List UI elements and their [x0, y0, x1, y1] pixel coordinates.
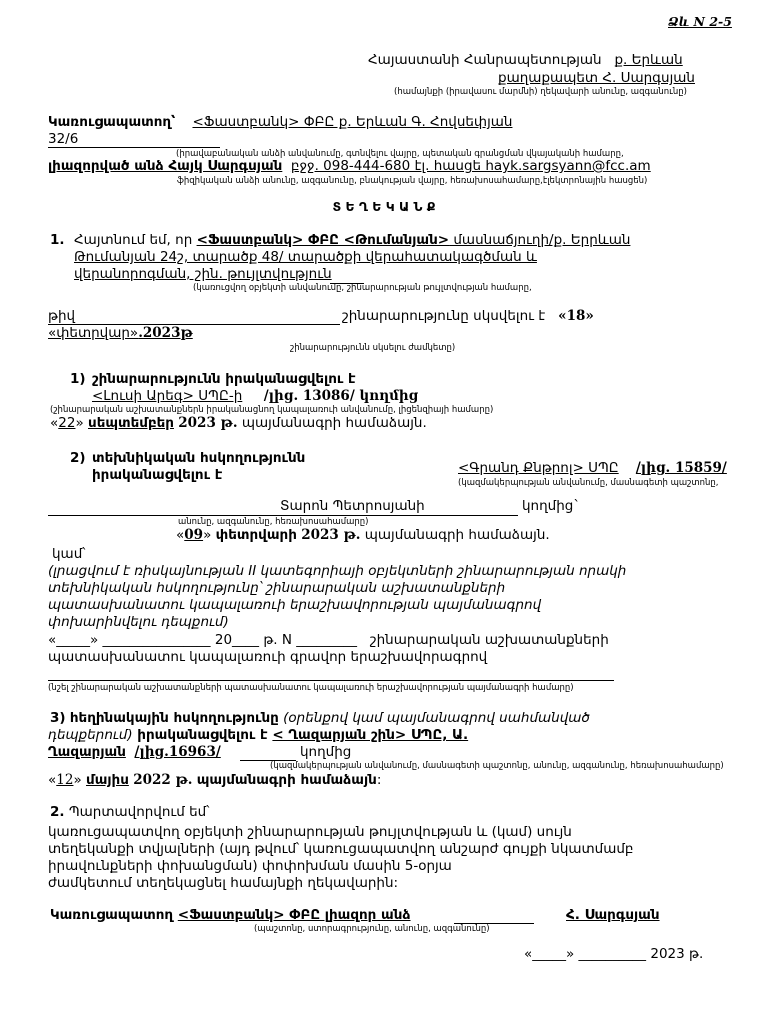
- item1-date-label: թիվ: [48, 308, 76, 324]
- item2-text-1: կառուցապատվող օբյեկտի շինարարության թույլտվության և (կամ) սույն: [48, 824, 572, 840]
- sub1-number: 1): [70, 371, 86, 387]
- sub2-company-line: [458, 460, 727, 476]
- sub3-license: /լից.16963/: [134, 744, 221, 760]
- authorized-person-line: [48, 158, 651, 174]
- item1-start-line: [342, 308, 594, 324]
- sub1-date-day: 22: [58, 415, 76, 431]
- sub2-person-underline: [48, 515, 518, 516]
- item1-number: 1.: [50, 232, 65, 248]
- sub1-title: շինարարությունն իրականացվելու է: [92, 371, 356, 387]
- sub2-date-year: 2023 թ.: [301, 527, 361, 543]
- sub2-caption2: անունը, ազգանունը, հեռախոսահամարը): [178, 517, 369, 527]
- sub3-date-year: 2022 թ.: [133, 772, 193, 788]
- sub3-title-line: [50, 710, 590, 726]
- sub1-date-year: 2023 թ.: [178, 415, 238, 431]
- sub3-number: 3): [50, 710, 66, 726]
- sub2-blank-line: [48, 632, 609, 648]
- sub2-note-4: փոխարինվելու դեպքում): [48, 614, 229, 630]
- start-text: շինարարությունը սկսվելու է: [342, 308, 546, 324]
- recipient-caption: (համայնքի (իրավասու մարմնի) ղեկավարի անունը, ազգանունը): [394, 87, 687, 97]
- sub3-date-month: մայիս: [86, 772, 129, 788]
- recipient-city: ք. Երևան: [614, 52, 683, 68]
- sub2-title2: իրականացվելու է: [92, 467, 223, 483]
- signature-line: [50, 907, 411, 923]
- sub3-implemented: իրականացվելու է: [132, 727, 273, 743]
- start-day: «18»: [558, 308, 594, 324]
- signature-caption: (պաշտոնը, ստորագրությունը, անունը, ազգանունը): [254, 924, 490, 934]
- item2-text-2: տեղեկանքի տվյալների (այդ թվում՝ կառուցապատվող անշարժ գույքի նկատմամբ: [48, 841, 634, 857]
- sub3-title: հեղինակային հսկողությունը: [69, 710, 279, 726]
- authorized-contact: բջջ. 098-444-680 էլ. հասցե hayk.sargsyann@fcc.am: [290, 158, 651, 174]
- recipient-mayor: քաղաքապետ Հ. Սարգսյան: [498, 70, 695, 86]
- sub2-company: <Գրանդ Քնթրոլ> ՍՊԸ: [458, 460, 619, 476]
- sub2-caption: (կազմակերպության անվանումը, մասնագետի պաշտոնը,: [458, 478, 719, 488]
- sub2-note-3: պատասխանատու կապալառուի երաշխավորության պայմանագրով: [48, 597, 542, 613]
- item1-caption: (կառուցվող օբյեկտի անվանումը, շինարարության թույլտվության համարը,: [193, 283, 532, 293]
- sub3-title-note: (օրենքով կամ պայմանագրով սահմանված: [278, 710, 590, 726]
- sub2-date-line: «09» փետրվարի 2023 թ. պայմանագրի համաձայն.: [176, 527, 550, 543]
- developer-underline: [48, 147, 220, 148]
- developer-value: <Ֆաստբանկ> ՓԲԸ ք. Երևան Գ. Հովսեփյան: [192, 114, 513, 130]
- sub2-guarantee-underline: [48, 680, 614, 681]
- sub3-date-line: «12» մայիս 2022 թ. պայմանագրի համաձայն:: [48, 772, 382, 788]
- sub1-caption: (շինարարական աշխատանքներն իրականացնող կապալառուի անվանումը, լիցենզիայի համարը): [50, 405, 494, 415]
- sub1-company: <Լուսի Արեգ> ՍՊԸ-ի: [92, 388, 243, 404]
- sub2-note-1: (լրացվում է ռիսկայնության II կատեգորիայի օբյեկտների շինարարության որակի: [48, 563, 627, 579]
- sub1-date-tail: պայմանագրի համաձայն.: [241, 415, 427, 431]
- developer-value2: 32/6: [48, 131, 79, 147]
- item1-company: <Ֆաստբանկ> ՓԲԸ <Թումանյան>: [196, 232, 450, 248]
- sub2-blank-text: շինարարական աշխատանքների: [369, 632, 609, 648]
- developer-line: [48, 114, 512, 130]
- authorized-label: լիազորված անձ Հայկ Սարգսյան: [48, 158, 283, 174]
- sub1-date-month: սեպտեմբեր: [88, 415, 174, 431]
- signature-date: «_____» __________ 2023 թ.: [524, 946, 704, 962]
- sub3-company-line2: [48, 744, 221, 760]
- sub2-blank-line2: պատասխանատու կապալառուի գրավոր երաշխավորագրով: [48, 649, 488, 665]
- sub3-company: < Ղազարյան շին> ՍՊԸ, Ա.: [272, 727, 469, 743]
- item2-text-4: ժամկետում տեղեկացնել համայնքի ղեկավարին:: [48, 875, 399, 891]
- sub3-company-line: [48, 727, 468, 743]
- sub3-colon: :: [376, 772, 382, 788]
- signature-company: <Ֆաստբանկ> ՓԲԸ լիազոր անձ: [177, 907, 411, 923]
- item1-caption2: շինարարությունն սկսելու ժամկետը): [290, 343, 456, 353]
- item2-text-3: իրավունքների փոխանցման) փոփոխման մասին 5-օրյա: [48, 858, 452, 874]
- sub2-blank-fields: «_____» ________________ 20____ թ. N _________: [48, 632, 358, 648]
- item1-start-month-line: [48, 325, 193, 341]
- sub1-company-line: [92, 388, 418, 404]
- sub3-date-tail: պայմանագրի համաձայն: [196, 772, 377, 788]
- item1-line1: [74, 232, 630, 248]
- item1-branch: մասնաճյուղի/ք. Երրևան: [449, 232, 631, 248]
- item2-label: Պարտավորվում եմ՝: [68, 804, 210, 820]
- sub2-title1: տեխնիկական հսկողությունն: [92, 450, 306, 466]
- sub2-note-2: տեխնիկական հսկողությունը՝ շինարարական աշխատանքների: [48, 580, 506, 596]
- item2-line: [50, 804, 209, 820]
- form-code: Ձև N 2-5: [668, 14, 732, 29]
- item1-line2: Թումանյան 24շ, տարածք 48/ տարածքի վերահատակագծման և: [74, 249, 537, 265]
- sub2-date-day: 09: [184, 527, 204, 543]
- item1-line3: վերանորոգման, շին. թույլտվություն: [74, 266, 332, 282]
- sub1-date-line: «22» սեպտեմբեր 2023 թ. պայմանագրի համաձայն.: [50, 415, 427, 431]
- item1-intro: Հայտնում եմ, որ: [74, 232, 197, 248]
- recipient-label: Հայաստանի Հանրապետության: [368, 52, 602, 68]
- developer-caption: (իրավաբանական անձի անվանումը, գտնվելու վայրը, պետական գրանցման վկայականի համարը,: [176, 149, 624, 159]
- sub3-by: կողմից: [300, 744, 352, 760]
- sub2-number: 2): [70, 450, 86, 466]
- recipient-line1: [368, 52, 683, 68]
- document-title: Տ Ե Ղ Ե Կ Ա Ն Ք: [332, 199, 436, 214]
- sub3-title-note2: դեպքերում): [48, 727, 133, 743]
- sub2-by: կողմից`: [522, 498, 581, 514]
- start-year: .2023թ: [138, 325, 193, 341]
- sub2-person: Տարոն Պետրոսյանի: [280, 498, 425, 514]
- sub2-or: կամ՝: [52, 546, 86, 562]
- sub2-date-month: փետրվարի: [215, 527, 297, 543]
- authorized-caption: ֆիզիկական անձի անունը, ազգանունը, բնակության վայրը, հեռախոսահամարը,էլեկտրոնային հասցեն): [177, 176, 648, 186]
- sub3-caption: (կազմակերպության անվանումը, մասնագետի պաշտոնը, անունը, ազգանունը, հեռախոսահամարը): [270, 761, 724, 771]
- signature-label: Կառուցապատող: [50, 907, 174, 923]
- signature-name: Հ. Սարգսյան: [566, 907, 660, 923]
- sub2-caption3: (նշել շինարարական աշխատանքների պատասխանատու կապալառուի երաշխավորության պայմանագրի համարը): [48, 683, 574, 693]
- sub2-license: /լից. 15859/: [635, 460, 727, 476]
- item2-number: 2.: [50, 804, 65, 820]
- sub1-license: /լից. 13086/ կողմից: [263, 388, 419, 404]
- sub2-date-tail: պայմանագրի համաձայն.: [364, 527, 550, 543]
- start-month: «փետրվար»: [48, 325, 139, 341]
- sub3-company2: Ղազարյան: [48, 744, 126, 760]
- sub3-date-day: 12: [56, 772, 74, 788]
- developer-label: Կառուցապատող՝: [48, 114, 176, 130]
